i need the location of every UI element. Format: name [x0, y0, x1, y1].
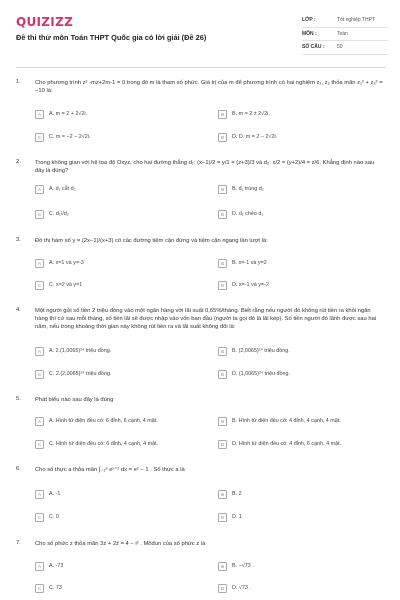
meta-row-class	[302, 14, 388, 28]
option-letter-box[interactable]: A	[35, 185, 44, 194]
option-text: B. x=-1 và y=2	[232, 260, 267, 266]
meta-row-subject	[302, 28, 388, 42]
meta-key: MÔN :	[302, 30, 317, 37]
option-text: B. −√73 .	[232, 563, 254, 569]
option-letter-box[interactable]: C	[35, 584, 44, 593]
option-c[interactable]	[35, 511, 185, 523]
option-letter-box[interactable]: B	[218, 417, 227, 426]
option-d[interactable]	[218, 279, 368, 291]
question-4	[16, 307, 388, 387]
option-text: C. 73	[49, 585, 62, 591]
option-letter-box[interactable]: B	[218, 562, 227, 571]
header-divider	[16, 67, 386, 68]
option-text: C. Hình tứ diện đều có: 6 đỉnh, 4 cạnh, 4 mặt.	[49, 441, 159, 447]
question-number: 6.	[16, 466, 21, 472]
option-a[interactable]	[35, 108, 185, 120]
option-c[interactable]	[35, 279, 185, 291]
question-text: Một người gửi số tiền 2 triệu đồng vào một ngân hàng với lãi suất 0,65%/tháng. Biết rằng nếu người đó không rút tiền ra khỏi ngân hàng thì cứ sau mỗi tháng, số tiền lãi sẽ được nhập vào vốn ban đầu (người ta gọi đó là lãi kép). Số tiền người đó lãnh được sau hai năm, nếu trong khoảng thời gian này không rút tiền ra và lãi suất không đổi là:	[35, 308, 377, 331]
option-text: C. 2.(2,0065)²⁴ triệu đồng.	[49, 371, 112, 377]
option-text: B. (2,0065)²⁴ triệu đồng.	[232, 348, 290, 354]
option-letter-box[interactable]: C	[35, 133, 44, 142]
option-b[interactable]	[218, 415, 368, 427]
option-letter-box[interactable]: A	[35, 347, 44, 356]
question-text: Cho số thực a thỏa mãn ∫₋₁ᵃ eˣ⁺¹ dx = e² − 1 . Số thực a là	[35, 467, 185, 473]
exam-title: Đề thi thử môn Toán THPT Quốc gia có lời giải (Đề 26)	[16, 33, 207, 42]
option-text: A. m = 2 + 2√2i.	[49, 111, 88, 117]
question-text: Phát biểu nào sau đây là đúng	[35, 397, 114, 403]
option-text: D. Hình tứ diện đều có: 4 đỉnh, 6 cạnh, 4 mặt.	[232, 441, 342, 447]
option-a[interactable]	[35, 560, 185, 572]
option-letter-box[interactable]: A	[35, 490, 44, 499]
option-text: A. -1	[49, 491, 61, 497]
option-d[interactable]	[218, 438, 368, 450]
option-text: B. Hình tứ diện đều có: 4 đỉnh, 4 cạnh, 4 mặt.	[232, 418, 341, 424]
option-b[interactable]	[218, 257, 368, 269]
option-text: A. -73	[49, 563, 64, 569]
question-text: Trong không gian với hệ tọa độ Oxyz, cho hai đường thẳng d₁: (x−1)/2 = y/1 = (z+3)/3 và d₂: x/2 = (y+2)/4 = z/6. Khẳng định nào sau đây là đúng?	[35, 160, 375, 175]
option-b[interactable]	[218, 488, 368, 500]
option-text: D. x=-1 và y=-2	[232, 282, 269, 288]
option-a[interactable]	[35, 488, 185, 500]
option-text: A. Hình tứ diện đều có: 6 đỉnh, 6 cạnh, 4 mặt.	[49, 418, 158, 424]
question-text: Cho số phức z thỏa mãn 3z + 2z̄ = 4 − i² . Môđun của số phức z là	[35, 541, 206, 547]
option-letter-box[interactable]: D	[218, 281, 227, 290]
option-letter-box[interactable]: B	[218, 490, 227, 499]
option-letter-box[interactable]: C	[35, 440, 44, 449]
option-text: D. 1	[232, 514, 242, 520]
meta-value: Toán	[337, 30, 348, 37]
worksheet-header	[0, 0, 400, 62]
option-b[interactable]	[218, 345, 368, 357]
option-letter-box[interactable]: C	[35, 281, 44, 290]
meta-value: Tốt nghiệp THPT	[337, 17, 375, 24]
option-text: B. m = 2 ± 2√2i.	[232, 111, 270, 117]
question-3	[16, 237, 388, 297]
option-text: A. x=1 và y=-3	[49, 260, 84, 266]
option-a[interactable]	[35, 415, 185, 427]
option-letter-box[interactable]: B	[218, 347, 227, 356]
question-7	[16, 540, 388, 598]
option-letter-box[interactable]: D	[218, 584, 227, 593]
option-text: D. (1,0065)²⁴ triệu đồng.	[232, 371, 291, 377]
option-letter-box[interactable]: A	[35, 417, 44, 426]
option-text: C. m = −2 − 2√2i.	[49, 134, 91, 140]
question-number: 3.	[16, 237, 21, 243]
option-text: B. d₁ trùng d₂	[232, 186, 264, 192]
meta-key: SỐ CÂU :	[302, 44, 325, 51]
question-number: 7.	[16, 540, 21, 546]
option-d[interactable]	[218, 511, 368, 523]
option-letter-box[interactable]: B	[218, 259, 227, 268]
question-number: 2.	[16, 159, 21, 165]
question-number: 1.	[16, 79, 21, 85]
option-a[interactable]	[35, 257, 185, 269]
option-d[interactable]	[218, 131, 368, 143]
option-c[interactable]	[35, 208, 185, 220]
question-6	[16, 466, 388, 526]
option-letter-box[interactable]: D	[218, 440, 227, 449]
question-text: Cho phương trình z² -mz+2m-1 = 0 trong đó m là tham số phức. Giá trị của m để phương trình có hai nghiệm z₁, z₂ thỏa mãn z₁² + z₂² = −10 là:	[35, 80, 383, 95]
option-text: A. d₁ cắt d₂	[49, 186, 76, 192]
quizizz-logo: QUIZIZZ	[16, 15, 74, 29]
option-c[interactable]	[35, 438, 185, 450]
option-d[interactable]	[218, 582, 368, 594]
option-b[interactable]	[218, 108, 368, 120]
option-letter-box[interactable]: C	[35, 210, 44, 219]
question-2	[16, 159, 388, 229]
option-text: D. D. m = 2 − 2√2i.	[232, 134, 278, 140]
question-1	[16, 79, 388, 149]
option-b[interactable]	[218, 183, 368, 195]
option-text: B. 2	[232, 491, 242, 497]
option-c[interactable]	[35, 368, 185, 380]
option-text: D. d₁ chéo d₂	[232, 211, 264, 217]
option-letter-box[interactable]: A	[35, 110, 44, 119]
option-letter-box[interactable]: C	[35, 513, 44, 522]
exam-meta-table	[302, 14, 388, 55]
option-c[interactable]	[35, 582, 185, 594]
meta-key: LỚP :	[302, 17, 316, 24]
option-a[interactable]	[35, 345, 185, 357]
meta-value: 50	[337, 44, 343, 51]
option-b[interactable]	[218, 560, 368, 572]
meta-row-count	[302, 41, 388, 55]
option-text: C. d₁//d₂	[49, 211, 69, 217]
option-letter-box[interactable]: A	[35, 259, 44, 268]
option-text: D. √73 .	[232, 585, 251, 591]
option-letter-box[interactable]: D	[218, 513, 227, 522]
option-c[interactable]	[35, 131, 185, 143]
option-letter-box[interactable]: D	[218, 133, 227, 142]
question-number: 4.	[16, 307, 21, 313]
option-text: A. 2.(1,0065)²⁴ triệu đồng.	[49, 348, 112, 354]
question-number: 5.	[16, 396, 21, 402]
option-letter-box[interactable]: C	[35, 370, 44, 379]
option-text: C. 0	[49, 514, 59, 520]
option-letter-box[interactable]: B	[218, 110, 227, 119]
option-d[interactable]	[218, 208, 368, 220]
option-letter-box[interactable]: D	[218, 210, 227, 219]
option-letter-box[interactable]: A	[35, 562, 44, 571]
option-letter-box[interactable]: B	[218, 185, 227, 194]
question-text: Đồ thị hàm số y = (2x−1)/(x+3) có các đường tiệm cận đứng và tiệm cận ngang lần lượt là:	[35, 238, 268, 244]
question-5	[16, 396, 388, 456]
option-a[interactable]	[35, 183, 185, 195]
option-letter-box[interactable]: D	[218, 370, 227, 379]
option-d[interactable]	[218, 368, 368, 380]
option-text: C. x=2 và y=1	[49, 282, 83, 288]
